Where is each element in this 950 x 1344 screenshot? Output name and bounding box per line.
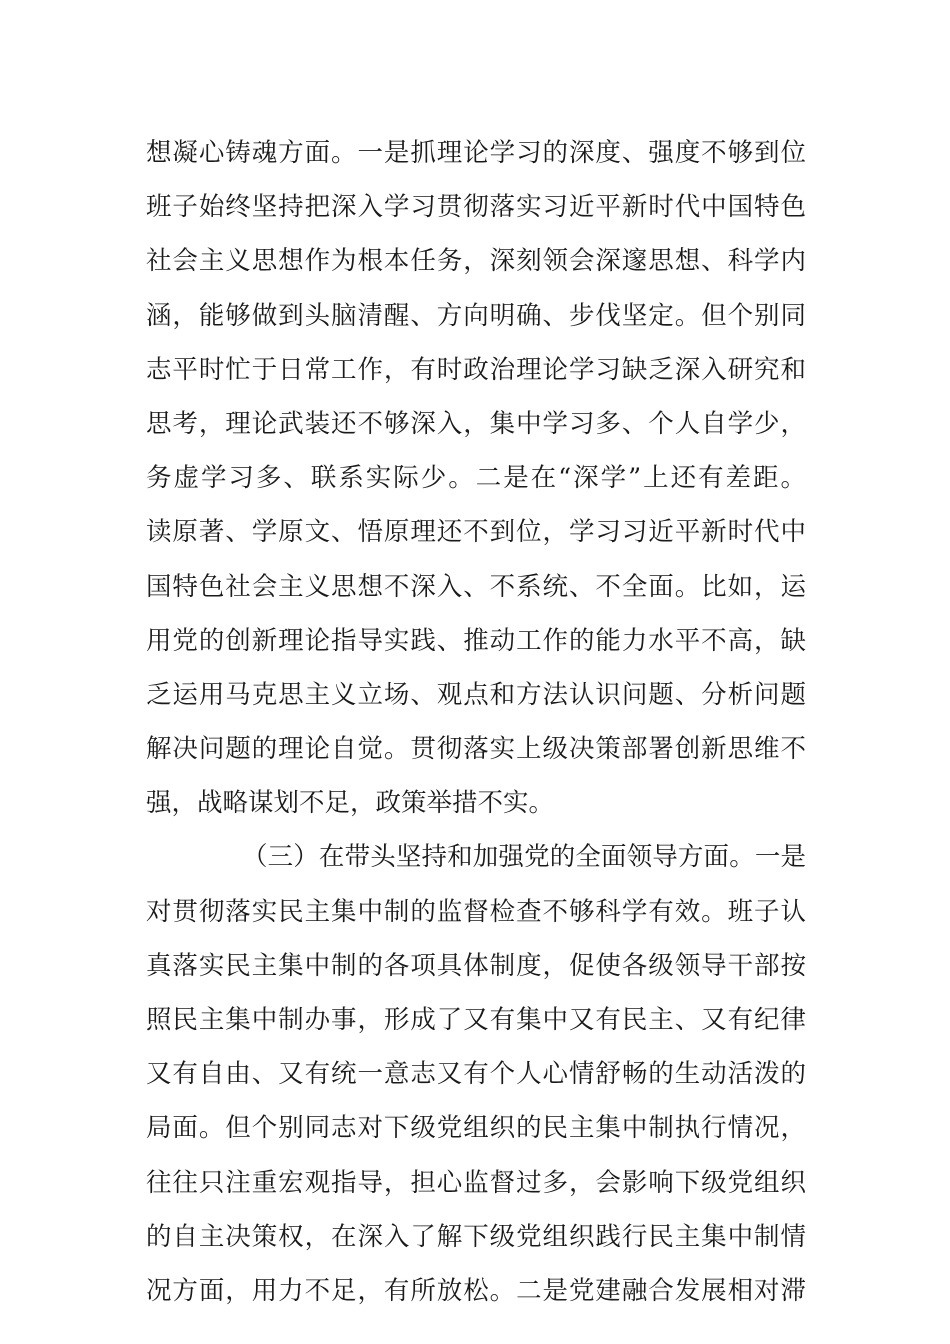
text-line: 况方面，用力不足，有所放松。二是党建融合发展相对滞 <box>146 1275 806 1306</box>
paragraph-end-line: 强，战略谋划不足，政策举措不实。 <box>146 788 555 819</box>
body-text <box>146 126 806 1318</box>
text-line: 解决问题的理论自觉。贯彻落实上级决策部署创新思维不 <box>146 734 806 765</box>
text-line: 乏运用马克思主义立场、观点和方法认识问题、分析问题 <box>146 679 806 710</box>
text-line: 志平时忙于日常工作，有时政治理论学习缺乏深入研究和 <box>146 354 806 385</box>
text-line: 思考，理论武装还不够深入，集中学习多、个人自学少， <box>146 408 806 439</box>
text-line: 照民主集中制办事，形成了又有集中又有民主、又有纪律 <box>146 1005 806 1035</box>
text-line: 班子始终坚持把深入学习贯彻落实习近平新时代中国特色 <box>146 192 806 223</box>
text-line: 对贯彻落实民主集中制的监督检查不够科学有效。班子认 <box>146 896 806 927</box>
text-line: 局面。但个别同志对下级党组织的民主集中制执行情况， <box>146 1113 806 1144</box>
text-line: 又有自由、又有统一意志又有个人心情舒畅的生动活泼的 <box>146 1059 806 1090</box>
text-line: 真落实民主集中制的各项具体制度，促使各级领导干部按 <box>146 950 806 981</box>
text-line: 国特色社会主义思想不深入、不系统、不全面。比如，运 <box>146 571 806 602</box>
text-line: 涵，能够做到头脑清醒、方向明确、步伐坚定。但个别同 <box>146 300 806 331</box>
text-line: 社会主义思想作为根本任务，深刻领会深邃思想、科学内 <box>146 246 806 277</box>
text-line: 往往只注重宏观指导，担心监督过多，会影响下级党组织 <box>146 1167 806 1198</box>
text-line: 用党的创新理论指导实践、推动工作的能力水平不高，缺 <box>146 625 806 656</box>
text-line: 务虚学习多、联系实际少。二是在“深学”上还有差距。 <box>146 463 806 494</box>
text-line: 读原著、学原文、悟原理还不到位，学习习近平新时代中 <box>146 517 806 548</box>
text-line: 想凝心铸魂方面。一是抓理论学习的深度、强度不够到位 <box>146 138 806 168</box>
text-line: 的自主决策权，在深入了解下级党组织践行民主集中制情 <box>146 1221 806 1252</box>
section-heading-line: （三）在带头坚持和加强党的全面领导方面。一是 <box>242 842 806 873</box>
